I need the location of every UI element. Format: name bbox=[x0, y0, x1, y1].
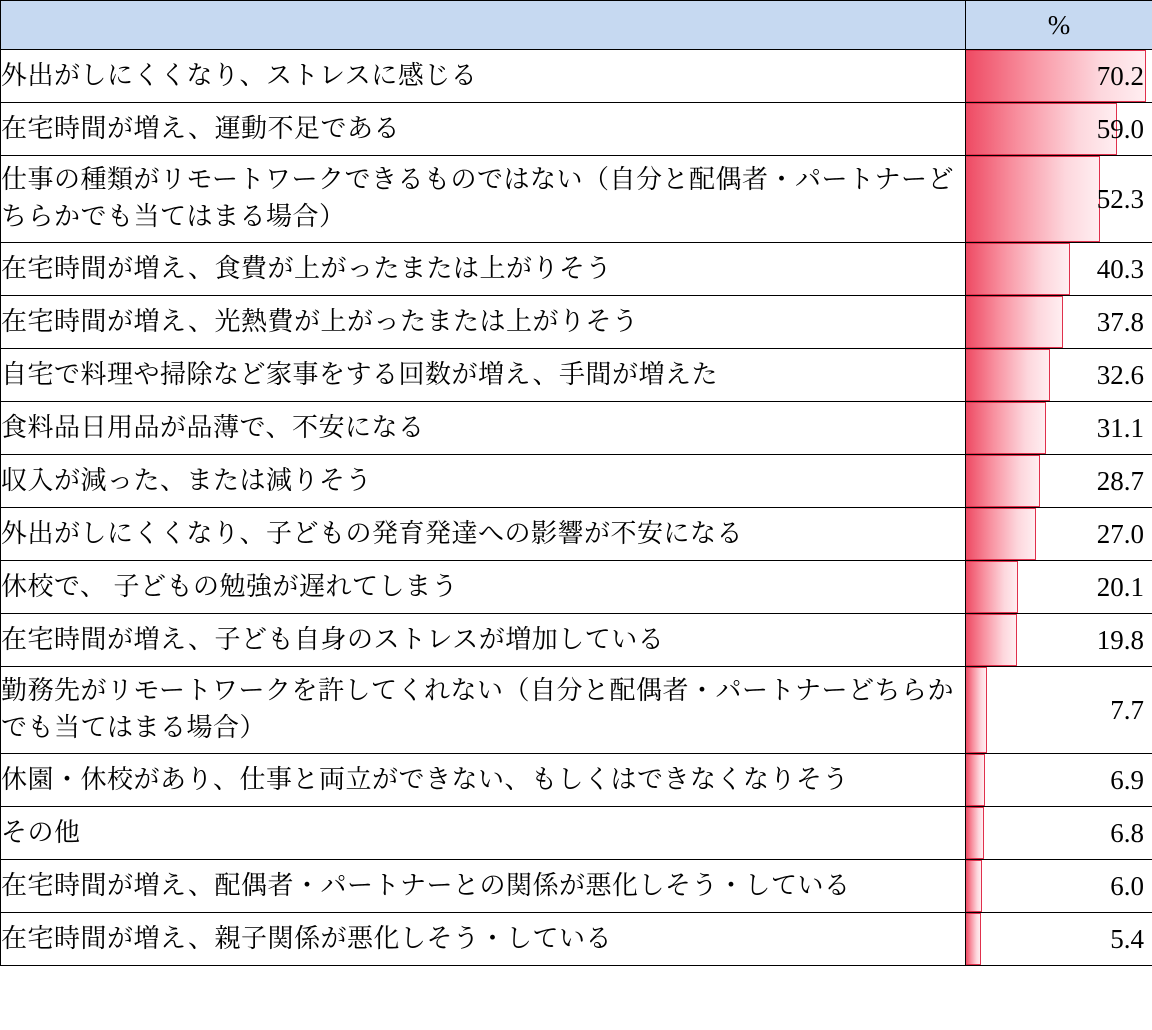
value-label: 6.0 bbox=[1110, 870, 1144, 901]
value-label: 52.3 bbox=[1096, 183, 1144, 214]
row-label: 在宅時間が増え、親子関係が悪化しそう・している bbox=[1, 913, 966, 966]
value-label: 19.8 bbox=[1096, 624, 1144, 655]
row-label: 勤務先がリモートワークを許してくれない（自分と配偶者・パートナーどちらかでも当てはまる場合） bbox=[1, 667, 966, 754]
bar-container bbox=[966, 913, 1152, 965]
row-value-cell bbox=[966, 667, 1152, 754]
bar-container bbox=[966, 667, 1152, 753]
value-label: 31.1 bbox=[1096, 412, 1144, 443]
table-row bbox=[1, 508, 1152, 561]
row-value-cell bbox=[966, 455, 1152, 508]
table-row bbox=[1, 561, 1152, 614]
row-value-cell bbox=[966, 402, 1152, 455]
bar-container bbox=[966, 754, 1152, 806]
row-label: 自宅で料理や掃除など家事をする回数が増え、手間が増えた bbox=[1, 349, 966, 402]
bar-container bbox=[966, 402, 1152, 454]
bar-container bbox=[966, 156, 1152, 242]
row-label: 在宅時間が増え、食費が上がったまたは上がりそう bbox=[1, 243, 966, 296]
table-row bbox=[1, 807, 1152, 860]
table-row bbox=[1, 614, 1152, 667]
row-value-cell bbox=[966, 754, 1152, 807]
row-value-cell bbox=[966, 913, 1152, 966]
row-value-cell bbox=[966, 243, 1152, 296]
value-label: 6.8 bbox=[1110, 817, 1144, 848]
bar-container bbox=[966, 349, 1152, 401]
row-label: その他 bbox=[1, 807, 966, 860]
bar-container bbox=[966, 455, 1152, 507]
value-label: 28.7 bbox=[1096, 465, 1144, 496]
row-label: 食料品日用品が品薄で、不安になる bbox=[1, 402, 966, 455]
row-value-cell bbox=[966, 103, 1152, 156]
bar-container bbox=[966, 103, 1152, 155]
header-percent-cell: % bbox=[966, 1, 1152, 50]
row-label: 休園・休校があり、仕事と両立ができない、もしくはできなくなりそう bbox=[1, 754, 966, 807]
value-label: 40.3 bbox=[1096, 253, 1144, 284]
row-value-cell bbox=[966, 860, 1152, 913]
table-row bbox=[1, 402, 1152, 455]
table-row bbox=[1, 243, 1152, 296]
row-value-cell bbox=[966, 349, 1152, 402]
bar-container bbox=[966, 561, 1152, 613]
table-body bbox=[1, 50, 1152, 966]
value-label: 37.8 bbox=[1096, 306, 1144, 337]
row-label: 外出がしにくくなり、ストレスに感じる bbox=[1, 50, 966, 103]
value-label: 32.6 bbox=[1096, 359, 1144, 390]
table-row bbox=[1, 455, 1152, 508]
row-label: 収入が減った、または減りそう bbox=[1, 455, 966, 508]
bar-container bbox=[966, 508, 1152, 560]
value-label: 7.7 bbox=[1110, 694, 1144, 725]
row-label: 休校で、 子どもの勉強が遅れてしまう bbox=[1, 561, 966, 614]
row-value-cell bbox=[966, 508, 1152, 561]
table-row bbox=[1, 860, 1152, 913]
row-label: 仕事の種類がリモートワークできるものではない（自分と配偶者・パートナーどちらかでも当てはまる場合） bbox=[1, 156, 966, 243]
bar-container bbox=[966, 860, 1152, 912]
table-row bbox=[1, 913, 1152, 966]
row-value-cell bbox=[966, 156, 1152, 243]
table-row bbox=[1, 156, 1152, 243]
table-header-row bbox=[1, 1, 1152, 50]
bar-container bbox=[966, 243, 1152, 295]
table-row bbox=[1, 296, 1152, 349]
row-value-cell bbox=[966, 614, 1152, 667]
value-label: 6.9 bbox=[1110, 764, 1144, 795]
row-value-cell bbox=[966, 561, 1152, 614]
value-label: 5.4 bbox=[1110, 923, 1144, 954]
row-label: 在宅時間が増え、配偶者・パートナーとの関係が悪化しそう・している bbox=[1, 860, 966, 913]
header-label-cell bbox=[1, 1, 966, 50]
table-row bbox=[1, 667, 1152, 754]
row-label: 外出がしにくくなり、子どもの発育発達への影響が不安になる bbox=[1, 508, 966, 561]
table-row bbox=[1, 349, 1152, 402]
row-value-cell bbox=[966, 296, 1152, 349]
bar-container bbox=[966, 296, 1152, 348]
bar-container bbox=[966, 614, 1152, 666]
row-label: 在宅時間が増え、運動不足である bbox=[1, 103, 966, 156]
value-label: 27.0 bbox=[1096, 518, 1144, 549]
bar-container bbox=[966, 807, 1152, 859]
value-label: 20.1 bbox=[1096, 571, 1144, 602]
row-value-cell bbox=[966, 807, 1152, 860]
table-row bbox=[1, 754, 1152, 807]
row-label: 在宅時間が増え、子ども自身のストレスが増加している bbox=[1, 614, 966, 667]
table-row bbox=[1, 103, 1152, 156]
bar-container bbox=[966, 50, 1152, 102]
row-label: 在宅時間が増え、光熱費が上がったまたは上がりそう bbox=[1, 296, 966, 349]
value-label: 59.0 bbox=[1096, 113, 1144, 144]
value-label: 70.2 bbox=[1096, 60, 1144, 91]
table-row bbox=[1, 50, 1152, 103]
row-value-cell bbox=[966, 50, 1152, 103]
